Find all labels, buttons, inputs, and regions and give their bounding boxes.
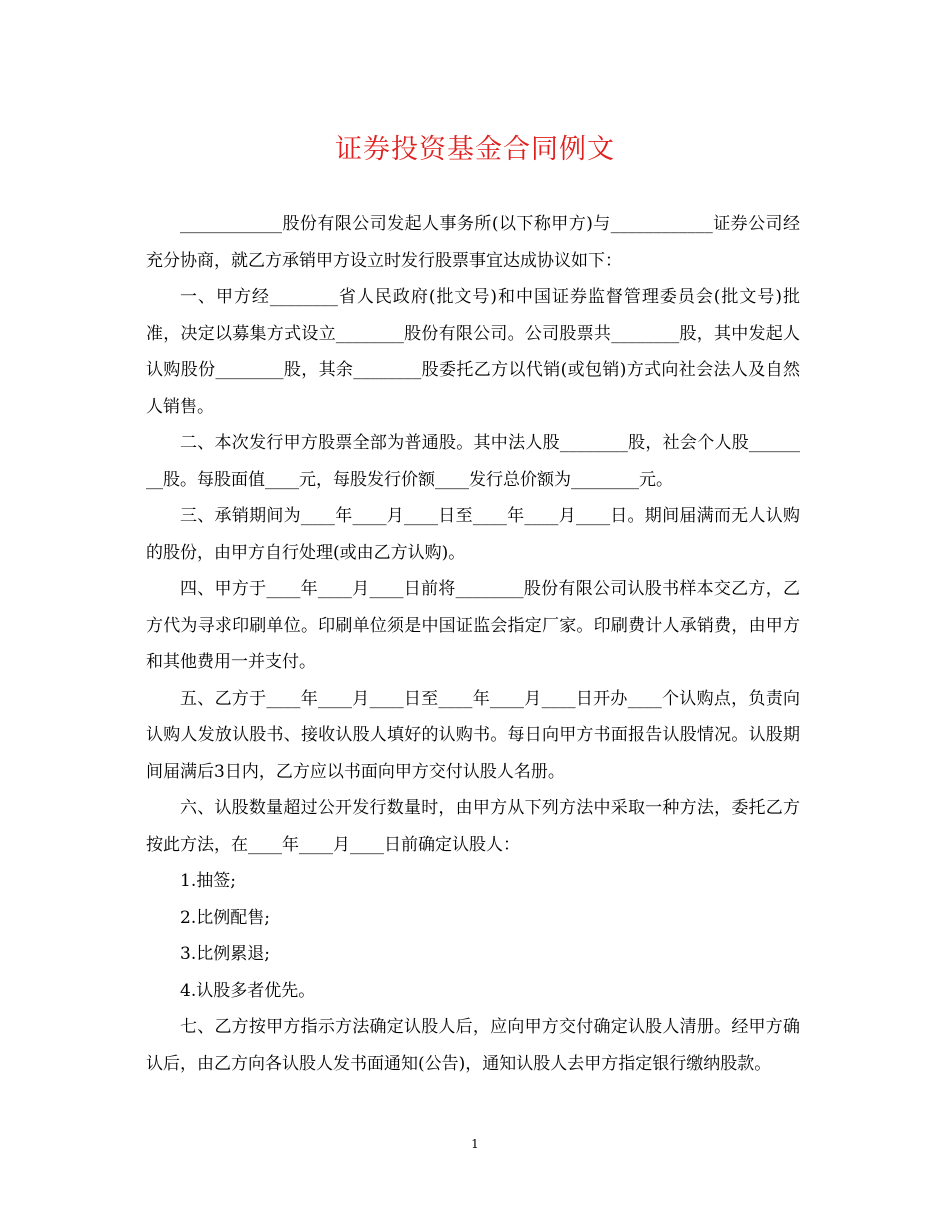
list-item-proportional-allocation: 2.比例配售; bbox=[180, 907, 270, 928]
paragraph-intro: ____________股份有限公司发起人事务所(以下称甲方)与____________证券公司经充分协商，就乙方承销甲方设立时发行股票事宜达成协议如下： bbox=[146, 214, 800, 271]
paragraph-clause-3: 三、承销期间为____年____月____日至____年____月____日。期间届满而无人认购的股份，由甲方自行处理(或由乙方认购)。 bbox=[146, 506, 800, 563]
document-body bbox=[146, 206, 800, 1082]
paragraph-clause-5: 五、乙方于____年____月____日至____年____月____日开办____个认购点，负责向认购人发放认股书、接收认股人填好的认购书。每日向甲方书面报告认股情况。认股期间届满后3日内，乙方应以书面向甲方交付认股人名册。 bbox=[146, 688, 800, 782]
paragraph-clause-4: 四、甲方于____年____月____日前将________股份有限公司认股书样本交乙方，乙方代为寻求印刷单位。印刷单位须是中国证监会指定厂家。印刷费计人承销费，由甲方和其他费用一并支付。 bbox=[146, 579, 800, 672]
page-number: 1 bbox=[471, 1137, 479, 1151]
list-item-largest-first: 4.认股多者优先。 bbox=[180, 980, 316, 1001]
document-title: 证券投资基金合同例文 bbox=[335, 134, 615, 165]
paragraph-clause-6: 六、认股数量超过公开发行数量时，由甲方从下列方法中采取一种方法，委托乙方按此方法，在____年____月____日前确定认股人： bbox=[146, 798, 800, 855]
list-item-proportional-regression: 3.比例累退; bbox=[180, 944, 270, 964]
paragraph-clause-1: 一、甲方经________省人民政府(批文号)和中国证券监督管理委员会(批文号)批准，决定以募集方式设立________股份有限公司。公司股票共________股，其中发起人认购股份________股，其余________股委托乙方以代销(或包销)方式向社会法人及自然人销售。 bbox=[146, 287, 800, 417]
list-item-lottery: 1.抽签; bbox=[180, 871, 236, 891]
paragraph-clause-7: 七、乙方按甲方指示方法确定认股人后，应向甲方交付确定认股人清册。经甲方确认后，由乙方向各认股人发书面通知(公告)，通知认股人去甲方指定银行缴纳股款。 bbox=[146, 1017, 800, 1074]
paragraph-clause-2: 二、本次发行甲方股票全部为普通股。其中法人股________股，社会个人股________股。每股面值____元，每股发行价额____发行总价额为________元。 bbox=[146, 433, 800, 490]
